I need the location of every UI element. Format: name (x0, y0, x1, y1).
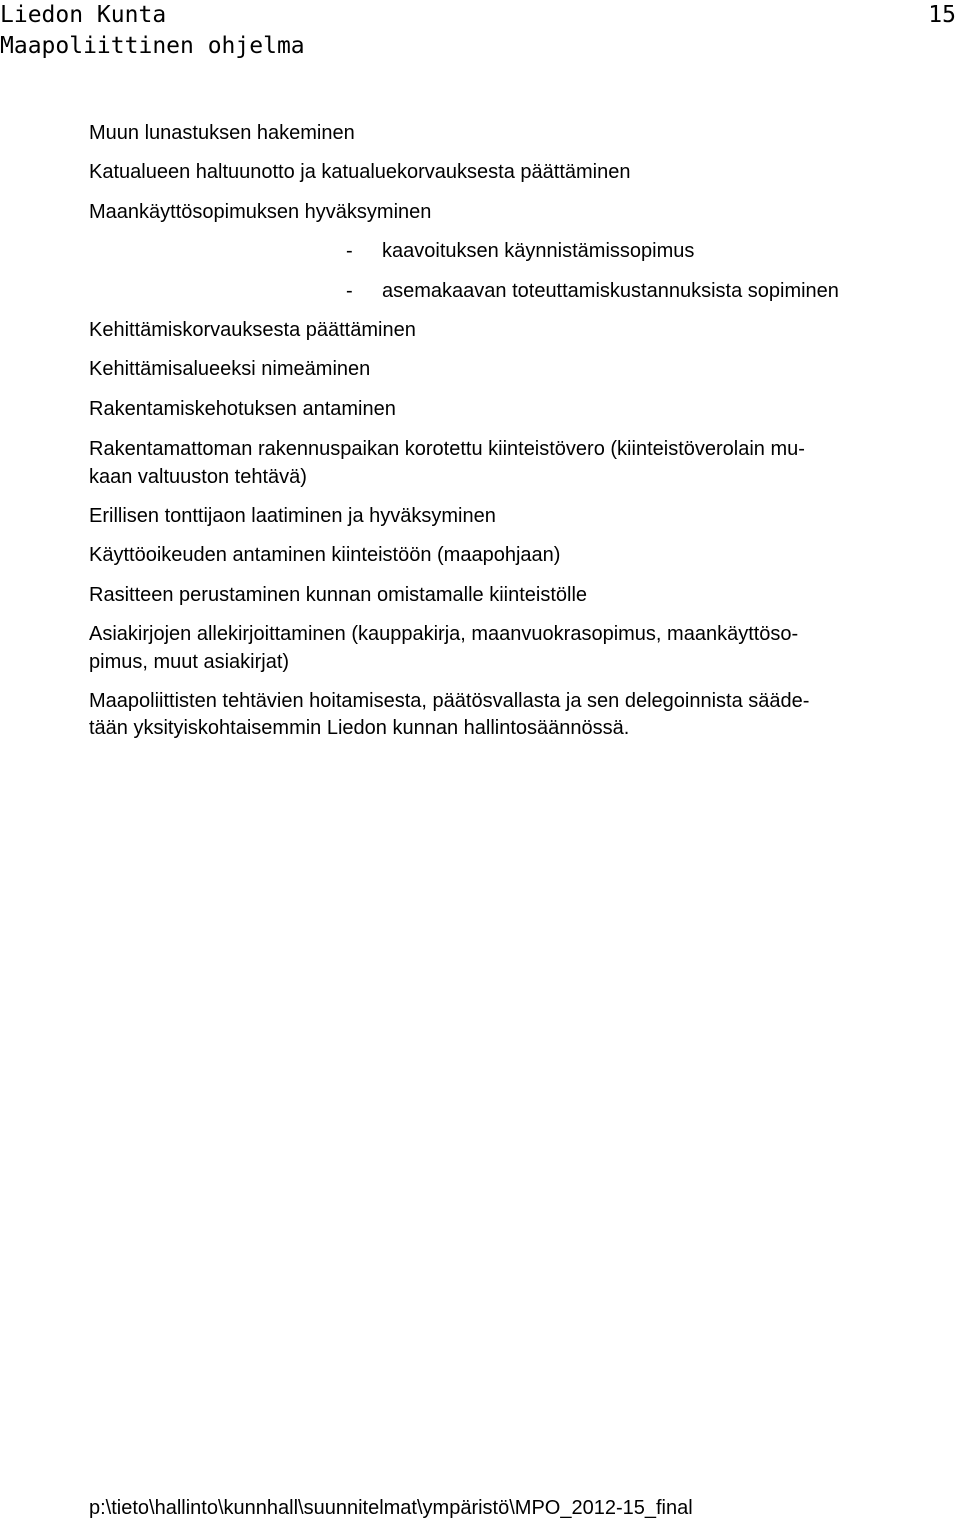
list-item: Erillisen tonttijaon laatiminen ja hyväksyminen (89, 505, 496, 527)
paragraph-line: pimus, muut asiakirjat) (89, 651, 290, 673)
paragraph-line: kaan valtuuston tehtävä) (89, 466, 307, 488)
list-item: Katualueen haltuunotto ja katualuekorvauksesta päättäminen (89, 161, 631, 183)
list-item: Rasitteen perustaminen kunnan omistamalle kiinteistölle (89, 584, 588, 606)
header-document-title: Maapoliittinen ohjelma (0, 33, 305, 59)
list-item: Muun lunastuksen hakeminen (89, 122, 355, 144)
sub-list-text: asemakaavan toteuttamiskustannuksista sopiminen (382, 280, 839, 302)
list-item: Kehittämiskorvauksesta päättäminen (89, 319, 416, 341)
list-item: Rakentamiskehotuksen antaminen (89, 398, 396, 420)
header-municipality: Liedon Kunta (0, 2, 167, 28)
paragraph-line: tään yksityiskohtaisemmin Liedon kunnan hallintosäännössä. (89, 717, 630, 739)
page-number: 15 (928, 2, 956, 28)
sub-list-dash: - (346, 280, 353, 302)
paragraph-line: Asiakirjojen allekirjoittaminen (kauppakirja, maanvuokrasopimus, maankäyttöso- (89, 623, 799, 645)
paragraph-line: Rakentamattoman rakennuspaikan korotettu kiinteistövero (kiinteistöverolain mu- (89, 438, 805, 460)
list-item: Maankäyttösopimuksen hyväksyminen (89, 201, 432, 223)
sub-list-text: kaavoituksen käynnistämissopimus (382, 240, 695, 262)
footer-file-path: p:\tieto\hallinto\kunnhall\suunnitelmat\ympäristö\MPO_2012-15_final (89, 1497, 693, 1519)
paragraph-line: Maapoliittisten tehtävien hoitamisesta, päätösvallasta ja sen delegoinnista sääde- (89, 690, 810, 712)
sub-list-dash: - (346, 240, 353, 262)
list-item: Käyttöoikeuden antaminen kiinteistöön (maapohjaan) (89, 544, 561, 566)
list-item: Kehittämisalueeksi nimeäminen (89, 358, 371, 380)
